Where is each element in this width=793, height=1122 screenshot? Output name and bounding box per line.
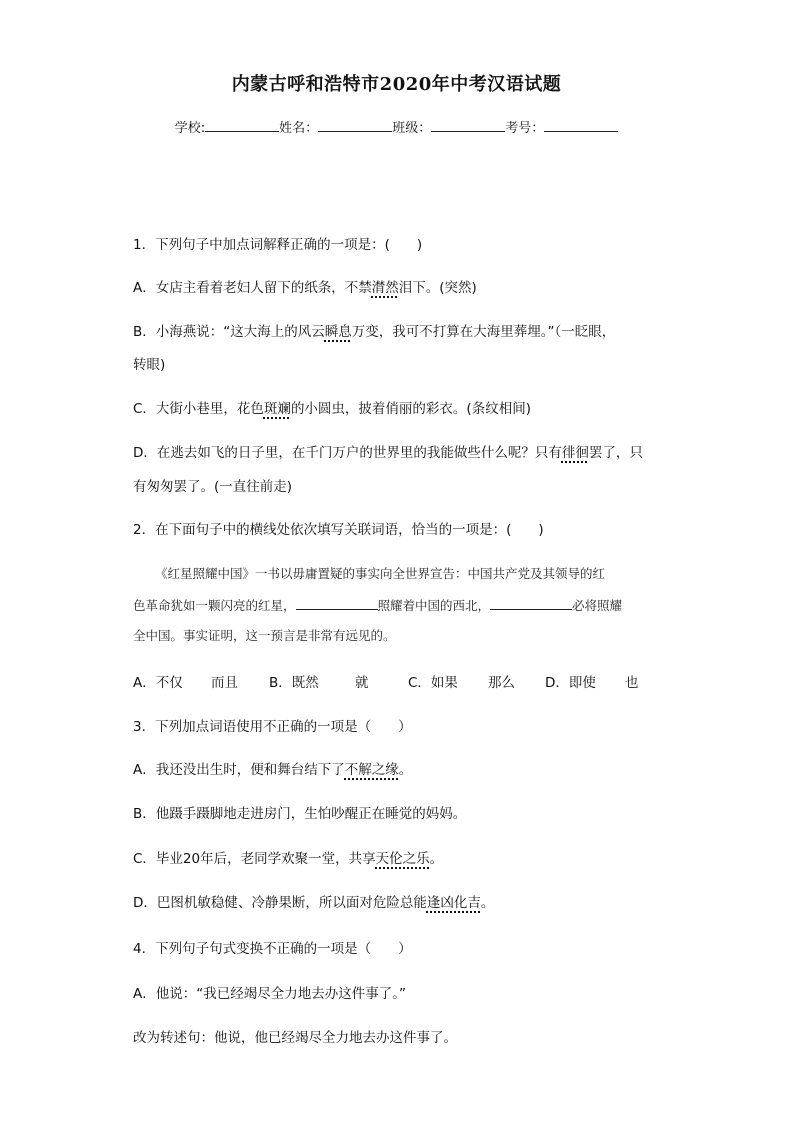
student-info-line	[0, 117, 793, 136]
q1-a-dotted-word: 潸然	[371, 280, 399, 296]
q2-options	[133, 671, 653, 691]
q3-option-d	[133, 891, 494, 911]
q4-stem: 4．下列句子句式变换不正确的一项是（ ）	[133, 941, 412, 957]
page-title: 内蒙古呼和浩特市2020年中考汉语试题	[231, 74, 562, 95]
q4-option-a: A．他说：“我已经竭尽全力地去办这件事了。”	[133, 986, 406, 1002]
q2-passage-line3: 全中国。事实证明，这一预言是非常有远见的。	[133, 628, 396, 643]
name-blank[interactable]	[318, 118, 392, 132]
q1-c-dotted-word: 斑斓	[263, 401, 291, 417]
q1-option-b	[133, 320, 615, 340]
q1-c-pre: C．大街小巷里，花色	[133, 401, 264, 417]
q1-option-a	[133, 276, 477, 296]
q3-d-dotted-word: 逢凶化吉	[426, 895, 481, 911]
number-blank[interactable]	[544, 118, 618, 132]
q3-option-b: B．他蹑手蹑脚地走进房门，生怕吵醒正在睡觉的妈妈。	[133, 806, 467, 822]
q3-d-post: 。	[480, 895, 495, 911]
q2-blank-2[interactable]	[490, 597, 572, 610]
name-label: 姓名：	[279, 121, 319, 136]
q1-option-b-line2: 转眼)	[133, 357, 166, 373]
class-blank[interactable]	[431, 118, 505, 132]
q3-d-pre: D．巴图机敏稳健、冷静果断，所以面对危险总能	[133, 895, 427, 911]
q3-option-a	[133, 758, 412, 778]
school-blank[interactable]	[205, 118, 279, 132]
q2-passage-l2b: 照耀着中国的西北，	[377, 598, 491, 613]
q2-option-d-2: 也	[625, 675, 639, 691]
q2-option-a-2: 而且	[211, 675, 238, 691]
q1-b-pre: B．小海燕说：“这大海上的风云	[133, 324, 325, 340]
q3-a-dotted-word: 不解之缘	[344, 762, 399, 778]
q1-a-pre: A．女店主看着老妇人留下的纸条，不禁	[133, 280, 372, 296]
q2-option-d: D．即使	[545, 675, 596, 691]
class-label: 班级：	[392, 121, 432, 136]
q1-option-d-line2: 有匆匆罢了。(一直往前走)	[133, 479, 293, 495]
q3-stem: 3．下列加点词语使用不正确的一项是（ ）	[133, 719, 412, 735]
q1-a-post: 泪下。(突然)	[398, 280, 477, 296]
q3-option-c	[133, 847, 443, 867]
q2-blank-1[interactable]	[296, 597, 378, 610]
q4-option-a-change: 改为转述句：他说，他已经竭尽全力地去办这件事了。	[133, 1030, 457, 1046]
q3-a-post: 。	[398, 762, 413, 778]
q2-passage-l2a: 色革命犹如一颗闪亮的红星，	[133, 598, 296, 613]
q2-option-a: A．不仅	[133, 675, 183, 691]
q1-stem: 1．下列句子中加点词解释正确的一项是：( )	[133, 237, 423, 253]
q1-option-c	[133, 397, 531, 417]
number-label: 考号：	[505, 121, 545, 136]
q3-c-pre: C．毕业20年后，老同学欢聚一堂，共享	[133, 851, 376, 867]
q1-d-post: 罢了，只	[588, 445, 643, 461]
q2-option-b: B．既然	[269, 675, 319, 691]
q2-option-b-2: 就	[355, 675, 369, 691]
q1-b-dotted-word: 瞬息	[324, 324, 352, 340]
q2-passage-line1: 《红星照耀中国》一书以毋庸置疑的事实向全世界宣告：中国共产党及其领导的红	[155, 566, 606, 581]
q2-option-c-2: 那么	[488, 675, 515, 691]
q1-c-post: 的小圆虫，披着俏丽的彩衣。(条纹相间)	[290, 401, 531, 417]
q2-option-c: C．如果	[408, 675, 458, 691]
q1-d-dotted-word: 徘徊	[561, 445, 589, 461]
q1-d-pre: D．在逃去如飞的日子里，在千门万户的世界里的我能做些什么呢？只有	[133, 445, 562, 461]
q3-c-post: 。	[429, 851, 444, 867]
q3-c-dotted-word: 天伦之乐	[375, 851, 430, 867]
q2-passage-line2	[133, 596, 622, 614]
q2-passage-l2c: 必将照耀	[572, 598, 623, 613]
q3-a-pre: A．我还没出生时，便和舞台结下了	[133, 762, 345, 778]
school-label: 学校:	[174, 121, 206, 136]
q2-stem: 2．在下面句子中的横线处依次填写关联词语，恰当的一项是：( )	[133, 522, 544, 538]
q1-option-d	[133, 441, 643, 461]
q1-b-post: 万变，我可不打算在大海里葬埋。”（一眨眼，	[351, 324, 616, 340]
